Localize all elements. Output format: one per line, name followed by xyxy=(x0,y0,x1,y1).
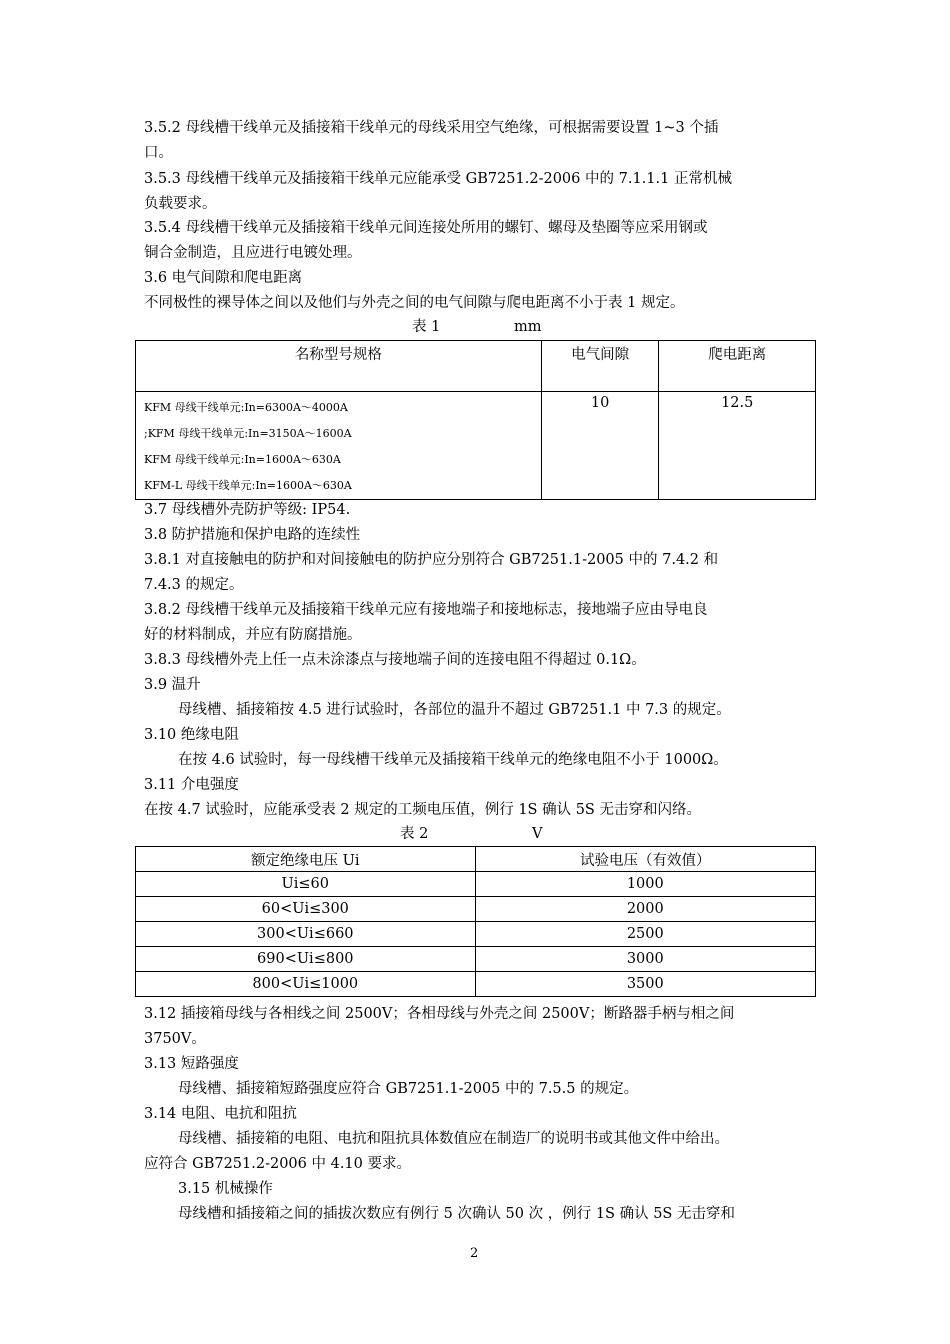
table1-clearance-value: 10 xyxy=(541,392,659,500)
para-3-14-line2: 应符合 GB7251.2-2006 中 4.10 要求。 xyxy=(144,1156,411,1172)
table1-header-spec: 名称型号规格 xyxy=(136,341,542,392)
table-row xyxy=(136,897,816,922)
para-3-15-text: 母线槽和插接箱之间的插拔次数应有例行 5 次确认 50 次 ，例行 1S 确认 5S 无击穿和 xyxy=(178,1206,735,1222)
table2-header-ui: 额定绝缘电压 Ui xyxy=(136,847,476,872)
clearance-table xyxy=(135,340,816,500)
spec-line: KFM 母线干线单元:In=6300A～4000A xyxy=(144,401,348,414)
para-3-9-text: 母线槽、插接箱按 4.5 进行试验时，各部位的温升不超过 GB7251.1 中 7.3 的规定。 xyxy=(178,702,731,718)
table1-creepage-value: 12.5 xyxy=(659,392,816,500)
table2-voltage-cell: 2500 xyxy=(475,922,815,947)
table2-ui-cell: 60<Ui≤300 xyxy=(136,897,476,922)
table2-voltage-cell: 3500 xyxy=(475,972,815,997)
para-3-8-1-line1: 3.8.1 对直接触电的防护和对间接触电的防护应分别符合 GB7251.1-2005 中的 7.4.2 和 xyxy=(144,552,719,568)
table1-unit: mm xyxy=(514,319,542,335)
para-3-13-text: 母线槽、插接箱短路强度应符合 GB7251.1-2005 中的 7.5.5 的规定。 xyxy=(178,1081,639,1097)
table2-voltage-cell: 2000 xyxy=(475,897,815,922)
para-3-5-2-line1: 3.5.2 母线槽干线单元及插接箱干线单元的母线采用空气绝缘，可根据需要设置 1~3 个插 xyxy=(144,120,719,136)
table-row xyxy=(136,972,816,997)
para-3-8-3: 3.8.3 母线槽外壳上任一点未涂漆点与接地端子间的连接电阻不得超过 0.1Ω。 xyxy=(144,652,646,668)
spec-line: KFM-L 母线干线单元:In=1600A～630A xyxy=(144,479,352,492)
para-3-11-text: 在按 4.7 试验时，应能承受表 2 规定的工频电压值，例行 1S 确认 5S 无击穿和闪络。 xyxy=(144,802,701,818)
table1-spec-cell xyxy=(136,392,542,500)
page-number: 2 xyxy=(470,1246,479,1261)
test-voltage-table xyxy=(135,846,816,997)
para-3-5-3-line1: 3.5.3 母线槽干线单元及插接箱干线单元应能承受 GB7251.2-2006 中的 7.1.1.1 正常机械 xyxy=(144,171,732,187)
table1-header-creepage: 爬电距离 xyxy=(659,341,816,392)
para-3-10-text: 在按 4.6 试验时，每一母线槽干线单元及插接箱干线单元的绝缘电阻不小于 1000Ω。 xyxy=(178,752,728,768)
table1-header-row xyxy=(136,341,816,392)
heading-3-11: 3.11 介电强度 xyxy=(144,777,239,793)
para-3-14-line1: 母线槽、插接箱的电阻、电抗和阻抗具体数值应在制造厂的说明书或其他文件中给出。 xyxy=(178,1131,729,1147)
para-3-5-2-line2: 口。 xyxy=(144,145,173,161)
para-3-5-4-line1: 3.5.4 母线槽干线单元及插接箱干线单元间连接处所用的螺钉、螺母及垫圈等应采用钢或 xyxy=(144,220,708,236)
para-3-6-text: 不同极性的裸导体之间以及他们与外壳之间的电气间隙与爬电距离不小于表 1 规定。 xyxy=(144,295,685,311)
table2-ui-cell: 800<Ui≤1000 xyxy=(136,972,476,997)
table1-caption: 表 1 xyxy=(412,319,441,335)
table1-header-clearance: 电气间隙 xyxy=(541,341,659,392)
table2-caption: 表 2 xyxy=(400,826,429,842)
heading-3-15: 3.15 机械操作 xyxy=(178,1181,273,1197)
para-3-12-line1: 3.12 插接箱母线与各相线之间 2500V；各相母线与外壳之间 2500V；断路器手柄与相之间 xyxy=(144,1006,735,1022)
table2-voltage-cell: 3000 xyxy=(475,947,815,972)
para-3-5-4-line2: 铜合金制造，且应进行电镀处理。 xyxy=(144,245,362,261)
heading-3-13: 3.13 短路强度 xyxy=(144,1056,239,1072)
table-row xyxy=(136,872,816,897)
table2-ui-cell: 690<Ui≤800 xyxy=(136,947,476,972)
spec-line: KFM 母线干线单元:In=1600A～630A xyxy=(144,453,341,466)
table-row xyxy=(136,922,816,947)
table2-unit: V xyxy=(532,826,543,842)
table2-header-voltage: 试验电压（有效值） xyxy=(475,847,815,872)
para-3-8-1-line2: 7.4.3 的规定。 xyxy=(144,577,244,593)
table2-ui-cell: Ui≤60 xyxy=(136,872,476,897)
table1-row xyxy=(136,392,816,500)
table-row xyxy=(136,947,816,972)
para-3-12-line2: 3750V。 xyxy=(144,1031,206,1047)
heading-3-14: 3.14 电阻、电抗和阻抗 xyxy=(144,1106,297,1122)
spec-line: ;KFM 母线干线单元:In=3150A～1600A xyxy=(144,427,352,440)
para-3-8-2-line1: 3.8.2 母线槽干线单元及插接箱干线单元应有接地端子和接地标志，接地端子应由导电良 xyxy=(144,602,708,618)
para-3-5-3-line2: 负载要求。 xyxy=(144,196,217,212)
heading-3-9: 3.9 温升 xyxy=(144,677,201,693)
table2-voltage-cell: 1000 xyxy=(475,872,815,897)
heading-3-10: 3.10 绝缘电阻 xyxy=(144,727,239,743)
table2-ui-cell: 300<Ui≤660 xyxy=(136,922,476,947)
para-3-8-2-line2: 好的材料制成，并应有防腐措施。 xyxy=(144,627,362,643)
heading-3-6: 3.6 电气间隙和爬电距离 xyxy=(144,270,303,286)
heading-3-8: 3.8 防护措施和保护电路的连续性 xyxy=(144,527,361,543)
table2-header-row xyxy=(136,847,816,872)
para-3-7: 3.7 母线槽外壳防护等级: IP54. xyxy=(144,502,351,518)
